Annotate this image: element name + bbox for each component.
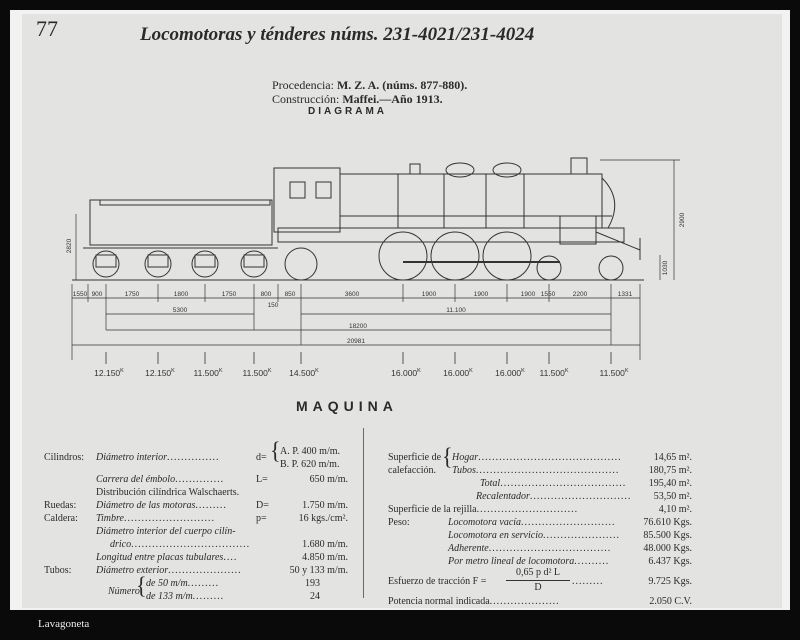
- calefaccion-label: calefacción.: [388, 465, 437, 476]
- spacing-label: 3600: [344, 291, 360, 298]
- diagram-heading: DIAGRAMA: [308, 106, 387, 117]
- tubos-label: Tubos:: [44, 565, 72, 576]
- servicio-value: 85.500 Kgs.: [643, 530, 692, 541]
- hogar-label: Hogar: [452, 452, 479, 463]
- spacing-label: 900: [91, 291, 103, 298]
- maquina-heading: MAQUINA: [296, 398, 398, 414]
- axle-load: $11.500^K$: [242, 368, 272, 378]
- loco-frame: [278, 228, 624, 242]
- adherente-row: Adherente...................................: [448, 543, 612, 554]
- de50-row: de 50 m/m.........: [146, 578, 220, 589]
- driving-wheel: [483, 232, 531, 280]
- dome: [493, 163, 521, 177]
- axle-load: $16.000^K$: [495, 368, 525, 378]
- axle-load: $12.150^K$: [145, 368, 175, 378]
- adherente-label: Adherente: [448, 543, 489, 554]
- cab-window: [290, 182, 305, 198]
- rejilla-row: Superficie de la rejilla.............................: [388, 504, 579, 515]
- potencia-row: Potencia normal indicada....................: [388, 596, 560, 607]
- carrera-label: Carrera del émbolo: [96, 474, 176, 485]
- de50-label: de 50 m/m: [146, 578, 188, 589]
- D-eq: D=: [256, 500, 269, 511]
- de50-value: 193: [305, 578, 320, 589]
- smokebox: [602, 178, 615, 228]
- diam-interior-row: Diámetro interior...............: [96, 452, 220, 463]
- spacing-label: 800: [260, 291, 272, 298]
- longitud-value: 4.850 m/m.: [302, 552, 348, 563]
- spacing-label: 1550: [72, 291, 88, 298]
- page-title: Locomotoras y ténderes núms. 231-4021/231-4024: [140, 24, 535, 45]
- esfuerzo-dots: .........: [572, 576, 604, 587]
- distribucion-text: Distribución cilíndrica Walschaerts.: [96, 487, 240, 498]
- tender-axlebox: [96, 255, 116, 267]
- page-number: 77: [36, 16, 58, 41]
- length-label-11100: 11.100: [446, 307, 466, 314]
- cylinder: [560, 216, 596, 244]
- bogie-wheel: [537, 256, 561, 280]
- spacing-label: 1750: [124, 291, 140, 298]
- longitud-row: Longitud entre placas tubulares....: [96, 552, 238, 563]
- rejilla-label: Superficie de la rejilla: [388, 504, 477, 515]
- front-frame: [596, 232, 640, 250]
- length-label-18200: 18200: [348, 323, 368, 330]
- lineal-label: Por metro lineal de locomotora: [448, 556, 575, 567]
- cab-window: [316, 182, 331, 198]
- cuerpo-value: 1.680 m/m.: [302, 539, 348, 550]
- exterior-value: 50 y 133 m/m.: [289, 565, 348, 576]
- vacia-row: Locomotora vacía...........................: [448, 517, 616, 528]
- total-value: 195,40 m².: [648, 478, 692, 489]
- hogar-row: Hogar.........................................: [452, 452, 622, 463]
- driving-wheel: [431, 232, 479, 280]
- lineal-row: Por metro lineal de locomotora..........: [448, 556, 610, 567]
- dome: [446, 163, 474, 177]
- hogar-value: 14,65 m².: [653, 452, 692, 463]
- formula-denominator: D: [534, 582, 542, 593]
- height-axle-label: 1030: [662, 260, 669, 276]
- spacing-label: 1550: [540, 291, 556, 298]
- procedencia-value: M. Z. A. (núms. 877-880).: [336, 78, 468, 92]
- trailing-wheel: [285, 248, 317, 280]
- spacing-label: 2200: [572, 291, 588, 298]
- diam-cuerpo-2-row: drico..................................: [110, 539, 251, 550]
- peso-label: Peso:: [388, 517, 410, 528]
- potencia-label: Potencia normal indicada: [388, 596, 490, 607]
- boiler: [340, 174, 602, 228]
- recalentador-value: 53,50 m².: [653, 491, 692, 502]
- diam-cuerpo-1: [96, 526, 236, 538]
- esfuerzo-value: 9.725 Kgs.: [648, 576, 692, 587]
- d-eq: d=: [256, 452, 267, 463]
- diam-cuerpo-label-1: Diámetro interior del cuerpo cilín-: [96, 526, 236, 537]
- p-eq: p=: [256, 513, 267, 524]
- diam-cuerpo-label-2: drico: [110, 539, 132, 550]
- axle-load: $16.000^K$: [391, 368, 421, 378]
- spacing-label: 1331: [617, 291, 633, 298]
- cab: [274, 168, 340, 232]
- axle-load: $11.500^K$: [539, 368, 569, 378]
- total-label: Total: [480, 478, 501, 489]
- spacing-label-150: 150: [267, 302, 279, 309]
- driving-wheel: [379, 232, 427, 280]
- tender-axlebox: [244, 255, 264, 267]
- diam-exterior-row: Diámetro exterior.....................: [96, 565, 242, 576]
- whistle: [410, 164, 420, 174]
- lineal-value: 6.437 Kgs.: [648, 556, 692, 567]
- diam-exterior-label: Diámetro exterior: [96, 565, 169, 576]
- axle-load: $16.000^K$: [443, 368, 473, 378]
- motoras-value: 1.750 m/m.: [302, 500, 348, 511]
- tender-body: [90, 200, 272, 245]
- ruedas-label: Ruedas:: [44, 500, 77, 511]
- diam-motoras-label: Diámetro de las motoras: [96, 500, 196, 511]
- esfuerzo-label: Esfuerzo de tracción F =: [388, 576, 487, 587]
- height-tender-label: 2820: [66, 238, 73, 254]
- brace: {: [136, 571, 147, 600]
- adherente-value: 48.000 Kgs.: [643, 543, 692, 554]
- construccion-value: Maffei.—Año 1913.: [342, 92, 443, 106]
- recalentador-row: Recalentador.............................: [476, 491, 632, 502]
- superficie-de-label: Superficie de: [388, 452, 442, 463]
- diam-motoras-row: Diámetro de las motoras.........: [96, 500, 227, 511]
- axle-load: $11.500^K$: [599, 368, 629, 378]
- total-row: Total....................................: [480, 478, 627, 489]
- brace: {: [442, 442, 453, 471]
- cyl-bp: B. P. 620 m/m.: [280, 459, 340, 470]
- spacing-label: 1900: [520, 291, 536, 298]
- formula-numerator: 0,65 p d² L: [515, 567, 561, 578]
- tender-axlebox: [195, 255, 215, 267]
- de133-row: de 133 m/m.........: [146, 591, 225, 602]
- tender-axlebox: [148, 255, 168, 267]
- servicio-label: Locomotora en servicio: [448, 530, 543, 541]
- l-eq: L=: [256, 474, 268, 485]
- watermark-credit: Lavagoneta: [38, 618, 90, 630]
- procedencia-label: Procedencia:: [272, 78, 334, 92]
- carrera-row: Carrera del émbolo..............: [96, 474, 225, 485]
- timbre-value: 16 kgs./cm².: [298, 513, 348, 524]
- tubos-label: Tubos: [452, 465, 476, 476]
- length-label-5300: 5300: [172, 307, 188, 314]
- formula-fraction-bar: [506, 580, 570, 581]
- cyl-ap: A. P. 400 m/m.: [280, 446, 341, 457]
- chimney: [571, 158, 587, 174]
- cilindros-label: Cilindros:: [44, 452, 85, 463]
- brace: {: [270, 436, 281, 465]
- de133-value: 24: [310, 591, 320, 602]
- de133-label: de 133 m/m: [146, 591, 193, 602]
- spacing-label: 1900: [473, 291, 489, 298]
- rejilla-value: 4,10 m².: [658, 504, 692, 515]
- construccion-label: Construcción:: [272, 92, 340, 106]
- carrera-value: 650 m/m.: [309, 474, 348, 485]
- axle-load: $12.150^K$: [94, 368, 124, 378]
- recalentador-label: Recalentador: [476, 491, 530, 502]
- potencia-value: 2.050 C.V.: [649, 596, 692, 607]
- vacia-value: 76.610 Kgs.: [643, 517, 692, 528]
- longitud-label: Longitud entre placas tubulares: [96, 552, 224, 563]
- tubos-value: 180,75 m².: [648, 465, 692, 476]
- spacing-label: 1750: [221, 291, 237, 298]
- tender-top: [100, 200, 270, 205]
- axle-load: $14.500^K$: [289, 368, 319, 378]
- spacing-label: 850: [284, 291, 296, 298]
- timbre-label: Timbre: [96, 513, 124, 524]
- spacing-label: 1900: [421, 291, 437, 298]
- spacing-label: 1800: [173, 291, 189, 298]
- servicio-row: Locomotora en servicio......................: [448, 530, 620, 541]
- height-total-label: 2900: [679, 212, 686, 228]
- diam-interior-label: Diámetro interior: [96, 452, 168, 463]
- length-label-20981: 20981: [346, 338, 366, 345]
- bogie-wheel: [599, 256, 623, 280]
- vacia-label: Locomotora vacía: [448, 517, 522, 528]
- caldera-label: Caldera:: [44, 513, 78, 524]
- tubos-row: Tubos.........................................: [452, 465, 620, 476]
- numero-text: Número: [108, 586, 140, 597]
- timbre-row: Timbre..........................: [96, 513, 215, 524]
- column-divider: [363, 428, 364, 598]
- axle-load: $11.500^K$: [193, 368, 223, 378]
